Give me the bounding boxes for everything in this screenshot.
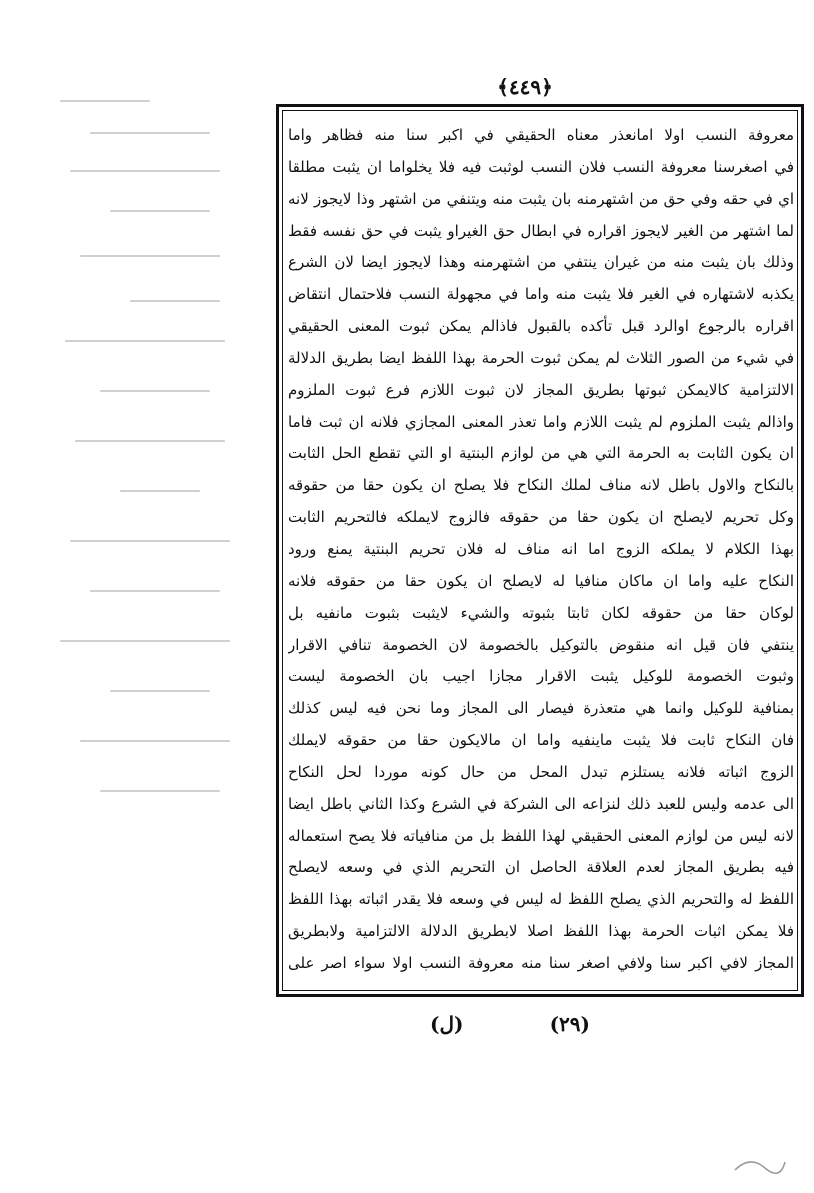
footer-section-letter: (ل) xyxy=(430,1012,464,1036)
text-line: النكاح عليه واما ان ماكان منافيا له لايصلح ان يكون حقا من حقوقه فلانه xyxy=(288,571,794,590)
text-line xyxy=(288,980,794,986)
text-line: لوكان حقا من حقوقه لكان ثابتا بثبوته والشيء لايثبت بثبوت مانفيه بل xyxy=(288,603,794,622)
bleed-through-margin xyxy=(50,80,270,840)
text-line: اللفظ له والتحريم الذي يصلح اللفظ له ليس في وسعه فلا يقدر اثباته بهذا اللفظ xyxy=(288,890,794,909)
text-line: واذالم يثبت الملزوم لم يثبت اللازم واما تعذر المعنى المجازي فلانه ان ثبت فاما xyxy=(288,412,794,431)
corner-scan-mark xyxy=(730,1150,790,1180)
page-number: ﴿٤٤٩﴾ xyxy=(497,75,553,99)
text-line: بهذا الكلام لا يملكه الزوج اما انه مناف له فلان تحريم البنتية يمنع ورود xyxy=(288,539,794,558)
text-line: بالنكاح والاول باطل لانه مناف لملك النكاح فلا يصلح ان يكون حقا من حقوقه xyxy=(288,476,794,495)
text-line: وكل تحريم لايصلح ان يكون حقا من حقوقه فالزوج لايملكه فالتحريم الثابت xyxy=(288,508,794,527)
text-line: ان يكون الثابت به الحرمة التي هي من لوازم البنتية او التي تقطع الحل الثابت xyxy=(288,444,794,463)
text-line: المجاز لافي اكبر سنا ولافي اصغر سنا منه معروفة النسب اولا سواء اصر على xyxy=(288,953,794,972)
text-line: في شيء من الصور الثلاث لم يمكن ثبوت الحرمة بهذا اللفظ ايضا بطريق الدلالة xyxy=(288,348,794,367)
document-body xyxy=(288,120,794,986)
text-line: في اصغرسنا معروفة النسب فلان النسب لوثبت فيه فلا يخلواما ان يثبت مطلقا xyxy=(288,157,794,176)
text-line: فلا يمكن اثبات الحرمة بهذا اللفظ اصلا لابطريق الدلالة الالتزامية ولابطريق xyxy=(288,922,794,941)
text-line: الالتزامية كالايمكن ثبوتها بطريق المجاز لان ثبوت اللازم فرع ثبوت الملزوم xyxy=(288,380,794,399)
text-line: لانه ليس من لوازم المعنى الحقيقي لهذا اللفظ بل من منافياته فلا يصح استعماله xyxy=(288,826,794,845)
text-line: ينتفي فان قيل انه منقوض بالتوكيل بالخصومة لان الخصومة تنافي الاقرار xyxy=(288,635,794,654)
text-line: بمنافية للوكيل وانما هي متعذرة فيصار الى المجاز وما نحن فيه ليس كذلك xyxy=(288,699,794,718)
footer-signature-mark: (٢٩) xyxy=(549,1012,590,1036)
text-line: الى عدمه وليس للعبد ذلك لنزاعه الى الشركة في الشرع وكذا الثاني باطل ايضا xyxy=(288,794,794,813)
text-line: معروفة النسب اولا امانعذر معناه الحقيقي في اكبر سنا منه فظاهر واما xyxy=(288,126,794,144)
text-line: وثبوت الخصومة للوكيل يثبت الاقرار مجازا اجيب بان الخصومة ليست xyxy=(288,667,794,686)
text-line: يكذبه لاشتهاره في الغير فلا يثبت منه واما في مجهولة النسب فلاحتمال انتقاض xyxy=(288,285,794,304)
text-line: اي في حقه وفي حق من اشتهرمنه بان يثبت منه ويتنفي من اشتهر وذا لايجوز لانه xyxy=(288,189,794,208)
text-line: فان النكاح ثابت فلا يثبت ماينفيه واما ان مالايكون حقا من حقوقه لايملك xyxy=(288,731,794,750)
text-line: الزوج اثباته فلانه يستلزم تبدل المحل من حال كونه موردا لحل النكاح xyxy=(288,762,794,781)
text-line: اقراره بالرجوع اوالرد قبل تأكده بالقبول فاذالم يمكن ثبوت المعنى الحقيقي xyxy=(288,317,794,336)
page-footer xyxy=(430,1010,590,1038)
text-line: وذلك بان يثبت منه من غيران ينتفي من اشتهرمنه وهذا لايجوز ايضا لان الشرع xyxy=(288,253,794,272)
text-line: لما اشتهر من الغير لايجوز اقراره في ابطال حق الغيراو يثبت في حق نفسه فقط xyxy=(288,221,794,240)
text-line: فيه بطريق المجاز لعدم العلاقة الحاصل ان التحريم الذي في وسعه لايصلح xyxy=(288,858,794,877)
